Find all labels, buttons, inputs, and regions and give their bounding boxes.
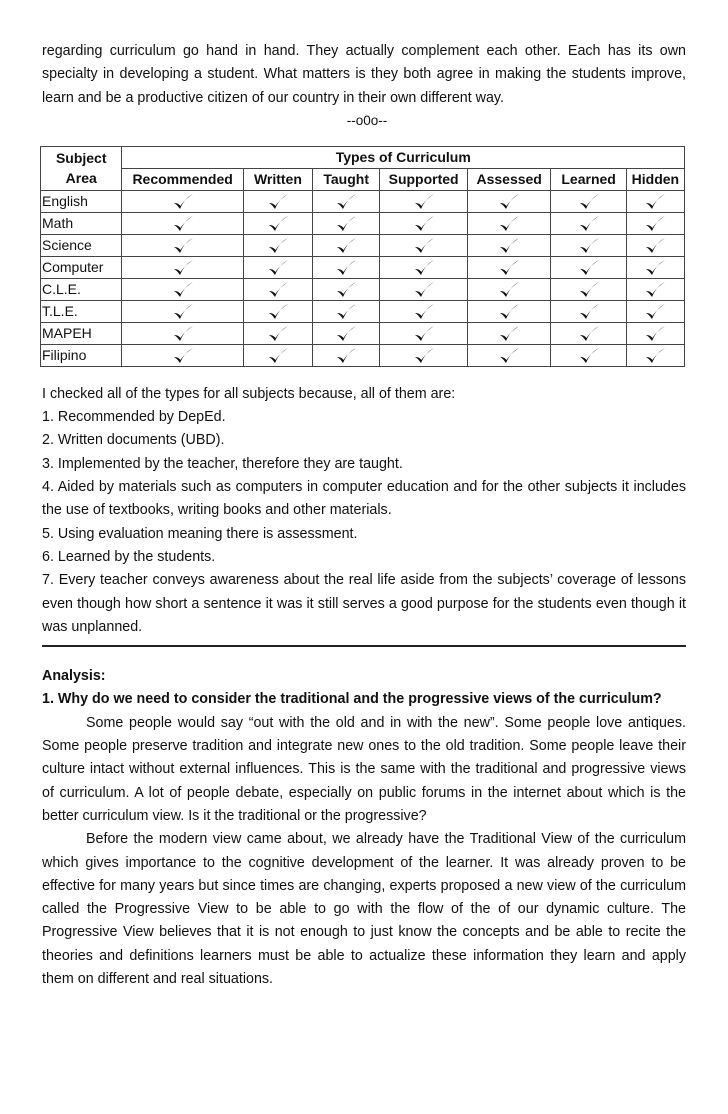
check-cell [626,278,684,300]
check-icon [172,237,194,255]
subject-cell: MAPEH [41,322,122,344]
check-cell [313,234,380,256]
curriculum-table [40,146,685,367]
check-icon [578,281,600,299]
table-row [41,190,685,212]
check-icon [644,281,666,299]
table-row [41,212,685,234]
check-icon [498,215,520,233]
check-cell [626,300,684,322]
check-cell [551,300,626,322]
table-row [41,322,685,344]
check-icon [578,325,600,343]
check-icon [172,193,194,211]
list-item: 2. Written documents (UBD). [42,432,225,449]
check-icon [413,303,435,321]
subject-cell: English [41,190,122,212]
list-item: 1. Recommended by DepEd. [42,409,226,426]
explanation-list [42,406,686,639]
check-icon [498,193,520,211]
check-cell [467,190,551,212]
subject-area-header [41,146,122,190]
check-cell [313,322,380,344]
table-row [41,300,685,322]
check-icon [498,325,520,343]
check-icon [172,325,194,343]
check-cell [313,278,380,300]
check-icon [413,347,435,365]
check-icon [267,215,289,233]
table-row [41,256,685,278]
check-icon [413,215,435,233]
check-cell [467,256,551,278]
check-cell [122,190,243,212]
check-icon [335,281,357,299]
subject-cell: Filipino [41,344,122,366]
intro-paragraph: regarding curriculum go hand in hand. They actually complement each other. Each has its own specialty in developing a student. What matters is they both agree in making the students improve, learn and be a productive citizen of our country in their own different way. [42,43,686,106]
check-icon [267,259,289,277]
check-icon [498,259,520,277]
check-cell [467,212,551,234]
section-separator: --o0o-- [346,112,388,128]
check-icon [267,347,289,365]
check-icon [172,259,194,277]
check-cell [313,300,380,322]
check-cell [626,212,684,234]
check-cell [380,190,468,212]
table-body [41,190,685,366]
check-cell [122,278,243,300]
subject-header-line2: Area [65,170,97,187]
check-icon [335,325,357,343]
check-cell [313,212,380,234]
list-item: 3. Implemented by the teacher, therefore they are taught. [42,455,403,472]
check-icon [578,237,600,255]
check-icon [644,237,666,255]
check-icon [498,281,520,299]
list-item: 7. Every teacher conveys awareness about the real life aside from the subjects’ coverage of lessons even though how short a sentence it was it still serves a good purpose for the students even though it was unplanned. [42,572,686,635]
check-cell [122,256,243,278]
check-icon [335,193,357,211]
check-cell [551,278,626,300]
analysis-heading: Analysis: [42,668,106,685]
column-header-written: Written [243,168,312,190]
check-cell [122,322,243,344]
analysis-section [42,665,686,991]
check-icon [498,303,520,321]
check-icon [267,303,289,321]
check-cell [626,234,684,256]
check-icon [267,325,289,343]
analysis-paragraph-1: Some people would say “out with the old and in with the new”. Some people love antiques. Some people preserve tradition and integrate new ones to the old tradition. Some people leave their culture intact without external influences. This is the same with the traditional and progressive views of curriculum. A lot of people debate, especially on public forums in the internet about which is the better curriculum view. Is it the traditional or the progressive? [42,714,686,824]
check-cell [626,344,684,366]
check-icon [335,215,357,233]
check-cell [467,278,551,300]
check-cell [380,344,468,366]
check-icon [335,259,357,277]
check-cell [551,322,626,344]
check-cell [467,234,551,256]
subject-cell: T.L.E. [41,300,122,322]
check-cell [243,322,312,344]
check-icon [413,193,435,211]
check-icon [644,215,666,233]
check-icon [335,303,357,321]
list-item: 4. Aided by materials such as computers in computer education and for the other subjects it includes the use of textbooks, writing books and other materials. [42,479,686,519]
check-cell [313,190,380,212]
check-icon [267,193,289,211]
check-icon [335,347,357,365]
list-item: 5. Using evaluation meaning there is assessment. [42,525,358,542]
types-of-curriculum-header: Types of Curriculum [122,146,685,168]
section-divider [42,645,686,647]
check-cell [122,234,243,256]
column-header-row [41,168,685,190]
check-icon [413,259,435,277]
column-header-taught: Taught [313,168,380,190]
check-icon [413,281,435,299]
check-cell [313,344,380,366]
subject-cell: Science [41,234,122,256]
check-cell [243,212,312,234]
list-item: 6. Learned by the students. [42,548,216,565]
check-cell [467,322,551,344]
check-cell [380,278,468,300]
check-cell [380,256,468,278]
check-cell [122,300,243,322]
check-icon [172,303,194,321]
table-row [41,234,685,256]
check-icon [413,237,435,255]
check-icon [267,237,289,255]
check-cell [243,234,312,256]
check-icon [172,281,194,299]
check-cell [626,256,684,278]
check-cell [380,322,468,344]
check-icon [578,215,600,233]
check-cell [551,212,626,234]
check-cell [551,344,626,366]
column-header-hidden: Hidden [626,168,684,190]
subject-cell: C.L.E. [41,278,122,300]
explanation-lead: I checked all of the types for all subjects because, all of them are: [42,385,456,402]
check-icon [578,259,600,277]
column-header-supported: Supported [380,168,468,190]
check-icon [498,237,520,255]
check-icon [644,193,666,211]
check-cell [551,234,626,256]
check-icon [644,347,666,365]
check-icon [644,259,666,277]
check-icon [267,281,289,299]
check-cell [551,190,626,212]
table-row [41,344,685,366]
column-header-learned: Learned [551,168,626,190]
check-icon [578,347,600,365]
check-icon [413,325,435,343]
check-icon [172,215,194,233]
check-icon [578,193,600,211]
check-cell [380,212,468,234]
explanation-section [42,383,686,639]
check-cell [626,190,684,212]
check-cell [243,300,312,322]
check-cell [122,344,243,366]
column-header-recommended: Recommended [122,168,243,190]
check-cell [243,256,312,278]
check-cell [313,256,380,278]
table-row [41,278,685,300]
check-icon [335,237,357,255]
check-cell [380,234,468,256]
check-cell [122,212,243,234]
check-icon [172,347,194,365]
subject-cell: Computer [41,256,122,278]
check-cell [467,344,551,366]
check-cell [551,256,626,278]
check-cell [380,300,468,322]
check-icon [644,303,666,321]
column-header-assessed: Assessed [467,168,551,190]
document-page [42,40,686,991]
check-cell [626,322,684,344]
analysis-question: 1. Why do we need to consider the traditional and the progressive views of the curriculum? [42,691,662,708]
subject-header-line1: Subject [55,150,107,167]
check-cell [243,344,312,366]
check-icon [498,347,520,365]
check-cell [243,278,312,300]
subject-cell: Math [41,212,122,234]
check-icon [578,303,600,321]
check-icon [644,325,666,343]
analysis-paragraph-2: Before the modern view came about, we already have the Traditional View of the curriculum which gives importance to the cognitive development of the learner. It was already proven to be effective for many years but since times are changing, experts proposed a new view of the curriculum called the Progressive View to be able to go with the flow of the of our dynamic culture. The Progressive View believes that it is not enough to just know the concepts and be able to recite the theories and definitions learners must be able to actualize these information they learn and apply them on different and real situations. [42,831,686,988]
check-cell [243,190,312,212]
check-cell [467,300,551,322]
